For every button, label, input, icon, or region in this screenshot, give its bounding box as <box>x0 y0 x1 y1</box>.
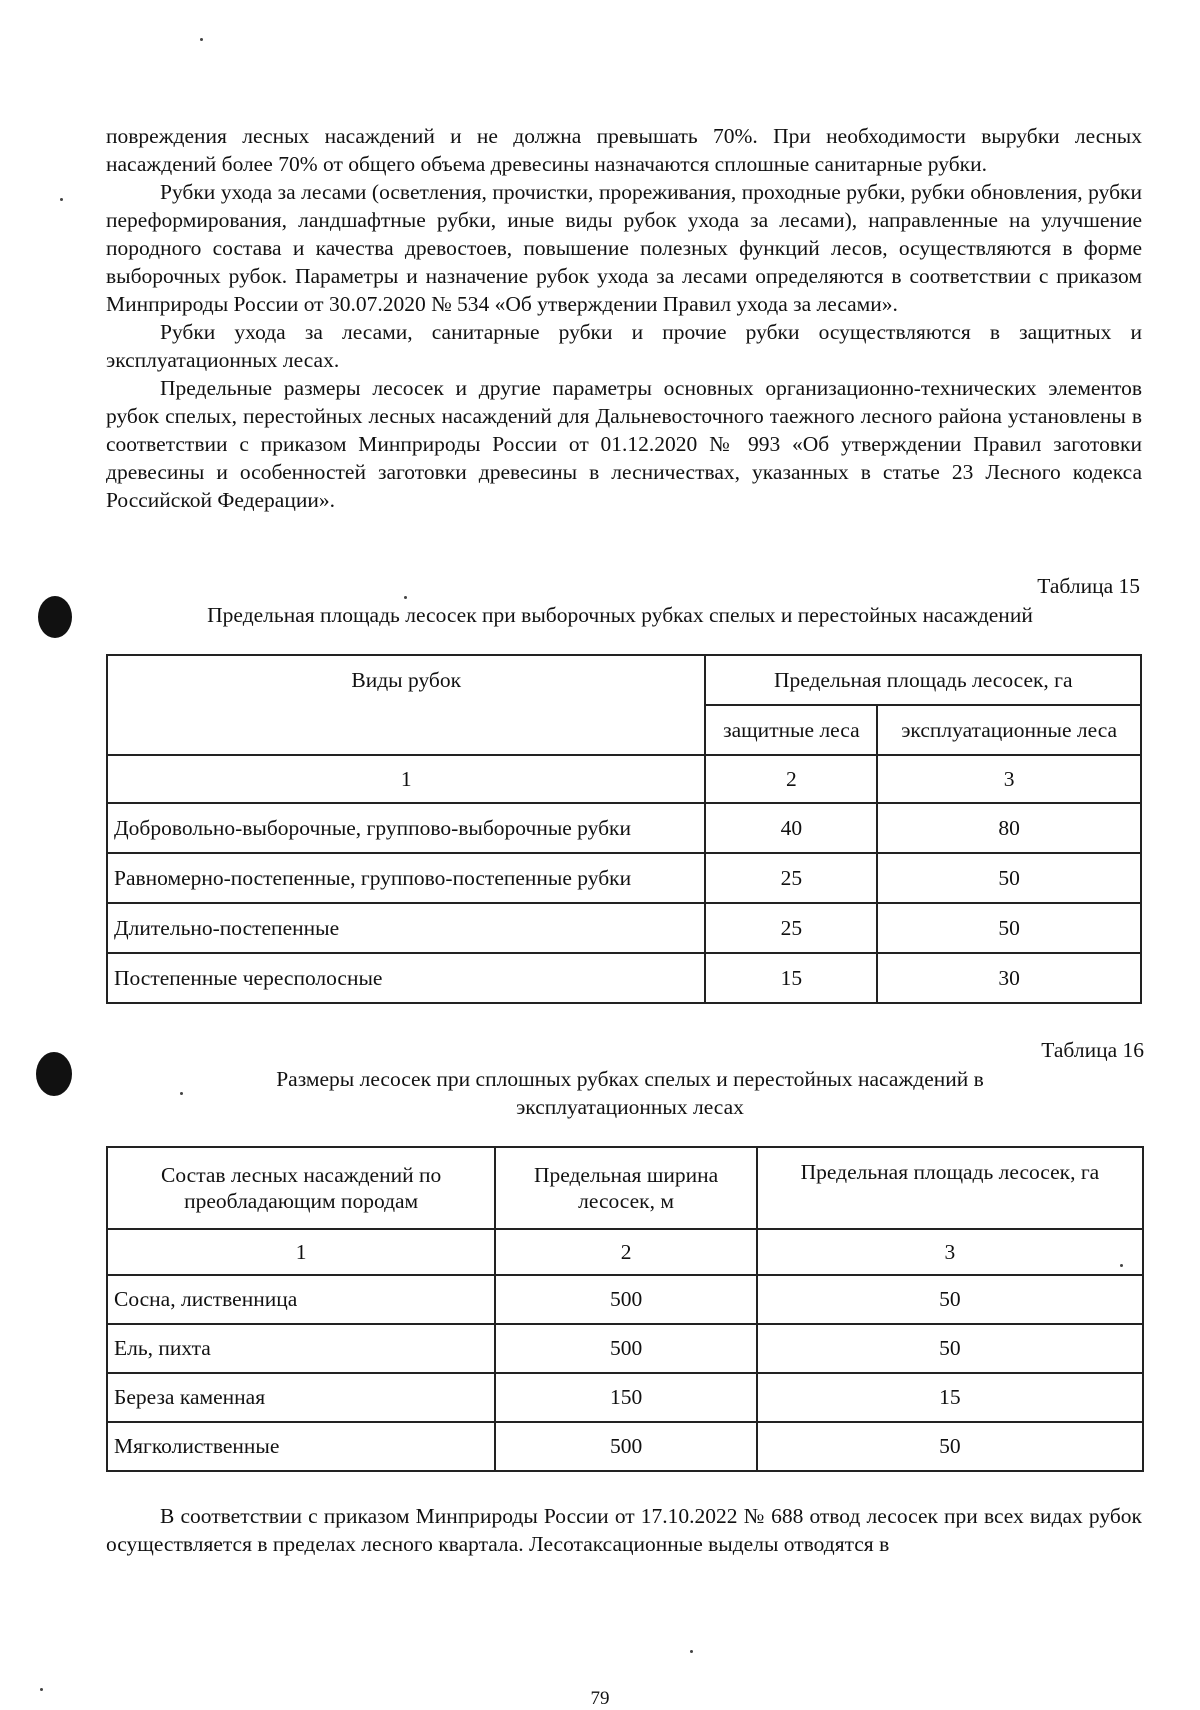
table-cell: Равномерно-постепенные, группово-постепенные рубки <box>107 853 705 903</box>
table-cell: Ель, пихта <box>107 1324 495 1373</box>
table-16-header-width: Предельная ширина лесосек, м <box>495 1147 757 1229</box>
table-row <box>107 1422 1143 1471</box>
table-15-number-row <box>107 755 1141 803</box>
table-16-number-row <box>107 1229 1143 1275</box>
table-cell: Постепенные чересполосные <box>107 953 705 1003</box>
paragraph: Рубки ухода за лесами (осветления, прочистки, прореживания, проходные рубки, рубки обновления, рубки переформирования, ландшафтные рубки, иные виды рубок ухода за лесами), направленные на улучшение породного состава и качества древостоев, повышение полезных функций лесов, осуществляются в форме выборочных рубок. Параметры и назначение рубок ухода за лесами определяются в соответствии с приказом Минприроды России от 30.07.2020 № 534 «Об утверждении Правил ухода за лесами». <box>106 180 1142 316</box>
table-row <box>107 1275 1143 1324</box>
table-cell: 50 <box>757 1275 1143 1324</box>
paragraph: Предельные размеры лесосек и другие параметры основных организационно-технических элементов рубок спелых, перестойных лесных насаждений для Дальневосточного таежного лесного района установлены в соответствии с приказом Минприроды России от 01.12.2020 № 993 «Об утверждении Правил заготовки древесины и особенностей заготовки древесины в лесничествах, указанных в статье 23 Лесного кодекса Российской Федерации». <box>106 376 1142 512</box>
closing-text <box>106 1502 1142 1558</box>
table-15-header-cutting-types: Виды рубок <box>107 655 705 755</box>
table-row <box>107 953 1141 1003</box>
table-15 <box>106 654 1142 1004</box>
table-cell: 500 <box>495 1324 757 1373</box>
table-cell: Длительно-постепенные <box>107 903 705 953</box>
table-row <box>107 1373 1143 1422</box>
table-cell: 80 <box>877 803 1141 853</box>
table-cell: 25 <box>705 903 877 953</box>
paragraph: В соответствии с приказом Минприроды России от 17.10.2022 № 688 отвод лесосек при всех видах рубок осуществляется в пределах лесного квартала. Лесотаксационные выделы отводятся в <box>106 1504 1142 1556</box>
table-cell: 500 <box>495 1422 757 1471</box>
table-cell: 1 <box>107 1229 495 1275</box>
table-cell: Береза каменная <box>107 1373 495 1422</box>
table-row <box>107 803 1141 853</box>
table-row <box>107 853 1141 903</box>
table-cell: 2 <box>705 755 877 803</box>
scan-speck <box>60 198 63 201</box>
table-cell: 15 <box>757 1373 1143 1422</box>
table-row <box>107 1324 1143 1373</box>
table-16-header-composition: Состав лесных насаждений по преобладающим породам <box>107 1147 495 1229</box>
table-15-header-protective: защитные леса <box>705 705 877 755</box>
table-15-label: Таблица 15 <box>1037 574 1140 598</box>
punch-hole-bottom <box>36 1052 72 1096</box>
table-row <box>107 903 1141 953</box>
table-cell: Сосна, лиственница <box>107 1275 495 1324</box>
table-16-title-line1: Размеры лесосек при сплошных рубках спелых и перестойных насаждений в <box>276 1067 984 1091</box>
table-cell: 2 <box>495 1229 757 1275</box>
table-cell: 50 <box>877 903 1141 953</box>
table-15-header-exploitation: эксплуатационные леса <box>877 705 1141 755</box>
punch-hole-top <box>38 596 72 638</box>
table-16-label: Таблица 16 <box>1041 1038 1144 1062</box>
paragraph: повреждения лесных насаждений и не должна превышать 70%. При необходимости вырубки лесных насаждений более 70% от общего объема древесины назначаются сплошные санитарные рубки. <box>106 124 1142 176</box>
table-cell: 1 <box>107 755 705 803</box>
paragraph: Рубки ухода за лесами, санитарные рубки и прочие рубки осуществляются в защитных и эксплуатационных лесах. <box>106 320 1142 372</box>
table-cell: Добровольно-выборочные, группово-выборочные рубки <box>107 803 705 853</box>
scan-speck <box>200 38 203 41</box>
table-cell: 15 <box>705 953 877 1003</box>
table-cell: 500 <box>495 1275 757 1324</box>
page-number: 79 <box>590 1688 610 1709</box>
scan-speck <box>690 1650 693 1653</box>
table-cell: 30 <box>877 953 1141 1003</box>
table-cell: 25 <box>705 853 877 903</box>
table-cell: 150 <box>495 1373 757 1422</box>
table-cell: 40 <box>705 803 877 853</box>
table-cell: Мягколиственные <box>107 1422 495 1471</box>
table-15-title: Предельная площадь лесосек при выборочных рубках спелых и перестойных насаждений <box>207 603 1033 627</box>
table-cell: 50 <box>757 1324 1143 1373</box>
table-cell: 3 <box>757 1229 1143 1275</box>
table-cell: 50 <box>757 1422 1143 1471</box>
body-text <box>106 122 1142 514</box>
table-16-header-area: Предельная площадь лесосек, га <box>757 1147 1143 1229</box>
table-15-header-area-group: Предельная площадь лесосек, га <box>705 655 1141 705</box>
table-cell: 50 <box>877 853 1141 903</box>
table-16 <box>106 1146 1144 1472</box>
table-cell: 3 <box>877 755 1141 803</box>
table-16-title-line2: эксплуатационных лесах <box>516 1095 744 1119</box>
